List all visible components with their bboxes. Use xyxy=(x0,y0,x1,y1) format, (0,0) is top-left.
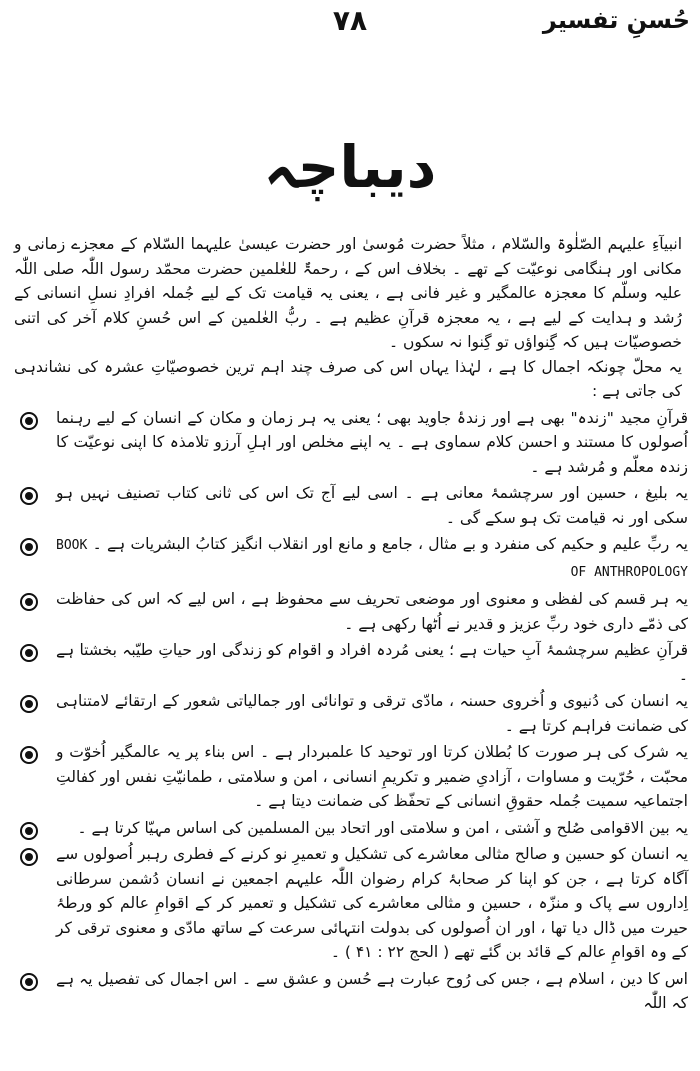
list-item xyxy=(14,406,690,480)
list-item-text: یہ بلیغ ، حسین اور سرچشمۂ معانی ہے ۔ اسی لیے آج تک اس کی ثانی کتاب تصنیف نہیں ہو سکی اور نہ قیامت تک ہو سکے گی ۔ xyxy=(56,484,688,527)
list-item-text: یہ انسان کو حسین و صالح مثالی معاشرے کی تشکیل و تعمیرِ نو کرنے کے فطری رہبر اُصولوں سے آگاہ کرتا ہے ، جن کو اپنا کر صحابۂ کرام رضوان اللّٰہ علیہم اجمعین نے انسان دُشمن سرطانی اِداروں سے پاک و منزّہ ، حسین و مثالی معاشرے کی تشکیل و تعمیر کر کے اقوامِ عالم کو ورطۂ حیرت میں ڈال دیا تھا ، اور ان اُصولوں کی بدولت انتہائی سرعت کے ساتھ مادّی و معنوی ترقی کر کے وہ اقوامِ عالم کے قائد بن گئے تھے ( الحج ۲۲ : ۴۱ ) ۔ xyxy=(56,845,688,961)
page-number: ۷۸ xyxy=(332,4,368,37)
list-item xyxy=(14,740,690,814)
circle-bullet-icon xyxy=(20,487,38,505)
circle-bullet-icon xyxy=(20,538,38,556)
circle-bullet-icon xyxy=(20,822,38,840)
circle-bullet-icon xyxy=(20,644,38,662)
intro-paragraph: یہ محلّ چونکہ اجمال کا ہے ، لہٰذا یہاں اس کی صرف چند اہم ترین خصوصیّاتِ عشرہ کی نشاندہی کی جاتی ہے : xyxy=(14,357,682,400)
list-item-text: قرآنِ عظیم سرچشمۂ آبِ حیات ہے ؛ یعنی مُردہ افراد و اقوام کو زندگی اور حیاتِ طیّبہ بخشتا ہے ۔ xyxy=(56,641,688,684)
list-item xyxy=(14,587,690,636)
list-item xyxy=(14,967,690,1016)
page-header xyxy=(0,0,700,70)
circle-bullet-icon xyxy=(20,412,38,430)
list-item-text: یہ شرک کی ہر صورت کا بُطلان کرتا اور توحید کا علمبردار ہے ۔ اس بناء پر یہ عالمگیر اُخوّت و محبّت ، حُرّیت و مساوات ، آزادیِ ضمیر و تکریمِ انسانی ، امن و سلامتی ، طمانیّتِ نفس اور کفالتِ اجتماعیہ سمیت جُملہ حقوقِ انسانی کے تحفّظ کی ضمانت دیتا ہے ۔ xyxy=(56,743,688,810)
list-item-text: یہ ہر قسم کی لفظی و معنوی اور موضعی تحریف سے محفوظ ہے ، اس لیے کہ اس کی حفاظت کی ذمّے داری خود ربِّ عزیز و قدیر نے اُٹھا رکھی ہے ۔ xyxy=(56,590,688,633)
intro xyxy=(14,232,690,404)
circle-bullet-icon xyxy=(20,593,38,611)
list-item xyxy=(14,638,690,687)
intro-paragraph: انبیآءِ علیہم الصّلٰوۃ والسّلام ، مثلاً حضرت مُوسیٰ اور حضرت عیسیٰ علیہما السّلام کے معجزے زمانی و مکانی اور ہنگامی نوعیّت کے تھے ۔ بخلاف اس کے ، رحمۃٌ للعٰلمین حضرت محمّد رسول اللّٰہ صلی اللّٰہ علیہ وسلّم کا معجزہ عالمگیر و غیر فانی ہے ، یعنی یہ قیامت تک کے لیے جُملہ افرادِ نسلِ انسانی کے رُشد و ہدایت کے لیے ہے ، یہ معجزہ قرآنِ عظیم ہے ۔ ربُّ العٰلمین کے اس حُسنِ کلام آخر کی اتنی خصوصیّات ہیں کہ گِنواؤں تو گِنوا نہ سکوں ۔ xyxy=(14,235,682,351)
list-item xyxy=(14,481,690,530)
list-item-text: اس کا دین ، اسلام ہے ، جس کی رُوح عبارت ہے حُسن و عشق سے ۔ اس اجمال کی تفصیل یہ ہے کہ اللّٰہ xyxy=(56,969,688,1012)
features-list xyxy=(14,406,690,1016)
chapter-title: دیباچہ xyxy=(263,133,437,201)
list-item-text: یہ انسان کی دُنیوی و اُخروی حسنہ ، مادّی ترقی و توانائی اور جمالیاتی شعور کے ارتقائے لامتناہی کی ضمانت فراہم کرتا ہے ۔ xyxy=(56,692,688,735)
list-item xyxy=(14,816,690,841)
list-item xyxy=(14,689,690,738)
circle-bullet-icon xyxy=(20,695,38,713)
list-item-text: قرآنِ مجید "زندہ" بھی ہے اور زندۂ جاوید بھی ؛ یعنی یہ ہر زمان و مکان کے انسان کے لیے رہنما اُصولوں کا مستند و احسن کلام سماوی ہے ۔ یہ اپنے مخلص اور اہلِ آرزو تلامذہ کا اپنی نوعیّت کا زندہ معلّم و مُرشد ہے ۔ xyxy=(56,408,688,476)
latin-note: BOOK OF ANTHROPOLOGY xyxy=(56,538,688,580)
page-body xyxy=(14,232,690,1018)
list-item-text: یہ ربِّ علیم و حکیم کی منفرد و بے مثال ، جامع و مانع اور انقلاب انگیز کتابُ البشریات ہے ۔ xyxy=(92,535,688,553)
circle-bullet-icon xyxy=(20,746,38,764)
circle-bullet-icon xyxy=(20,973,38,991)
list-item-text: یہ بین الاقوامی صُلح و آشتی ، امن و سلامتی اور اتحاد بین المسلمین کی اساس مہیّا کرتا ہے ۔ xyxy=(77,818,688,837)
list-item xyxy=(14,532,690,585)
book-title: حُسنِ تفسیر xyxy=(542,6,690,34)
list-item xyxy=(14,842,690,965)
circle-bullet-icon xyxy=(20,848,38,866)
